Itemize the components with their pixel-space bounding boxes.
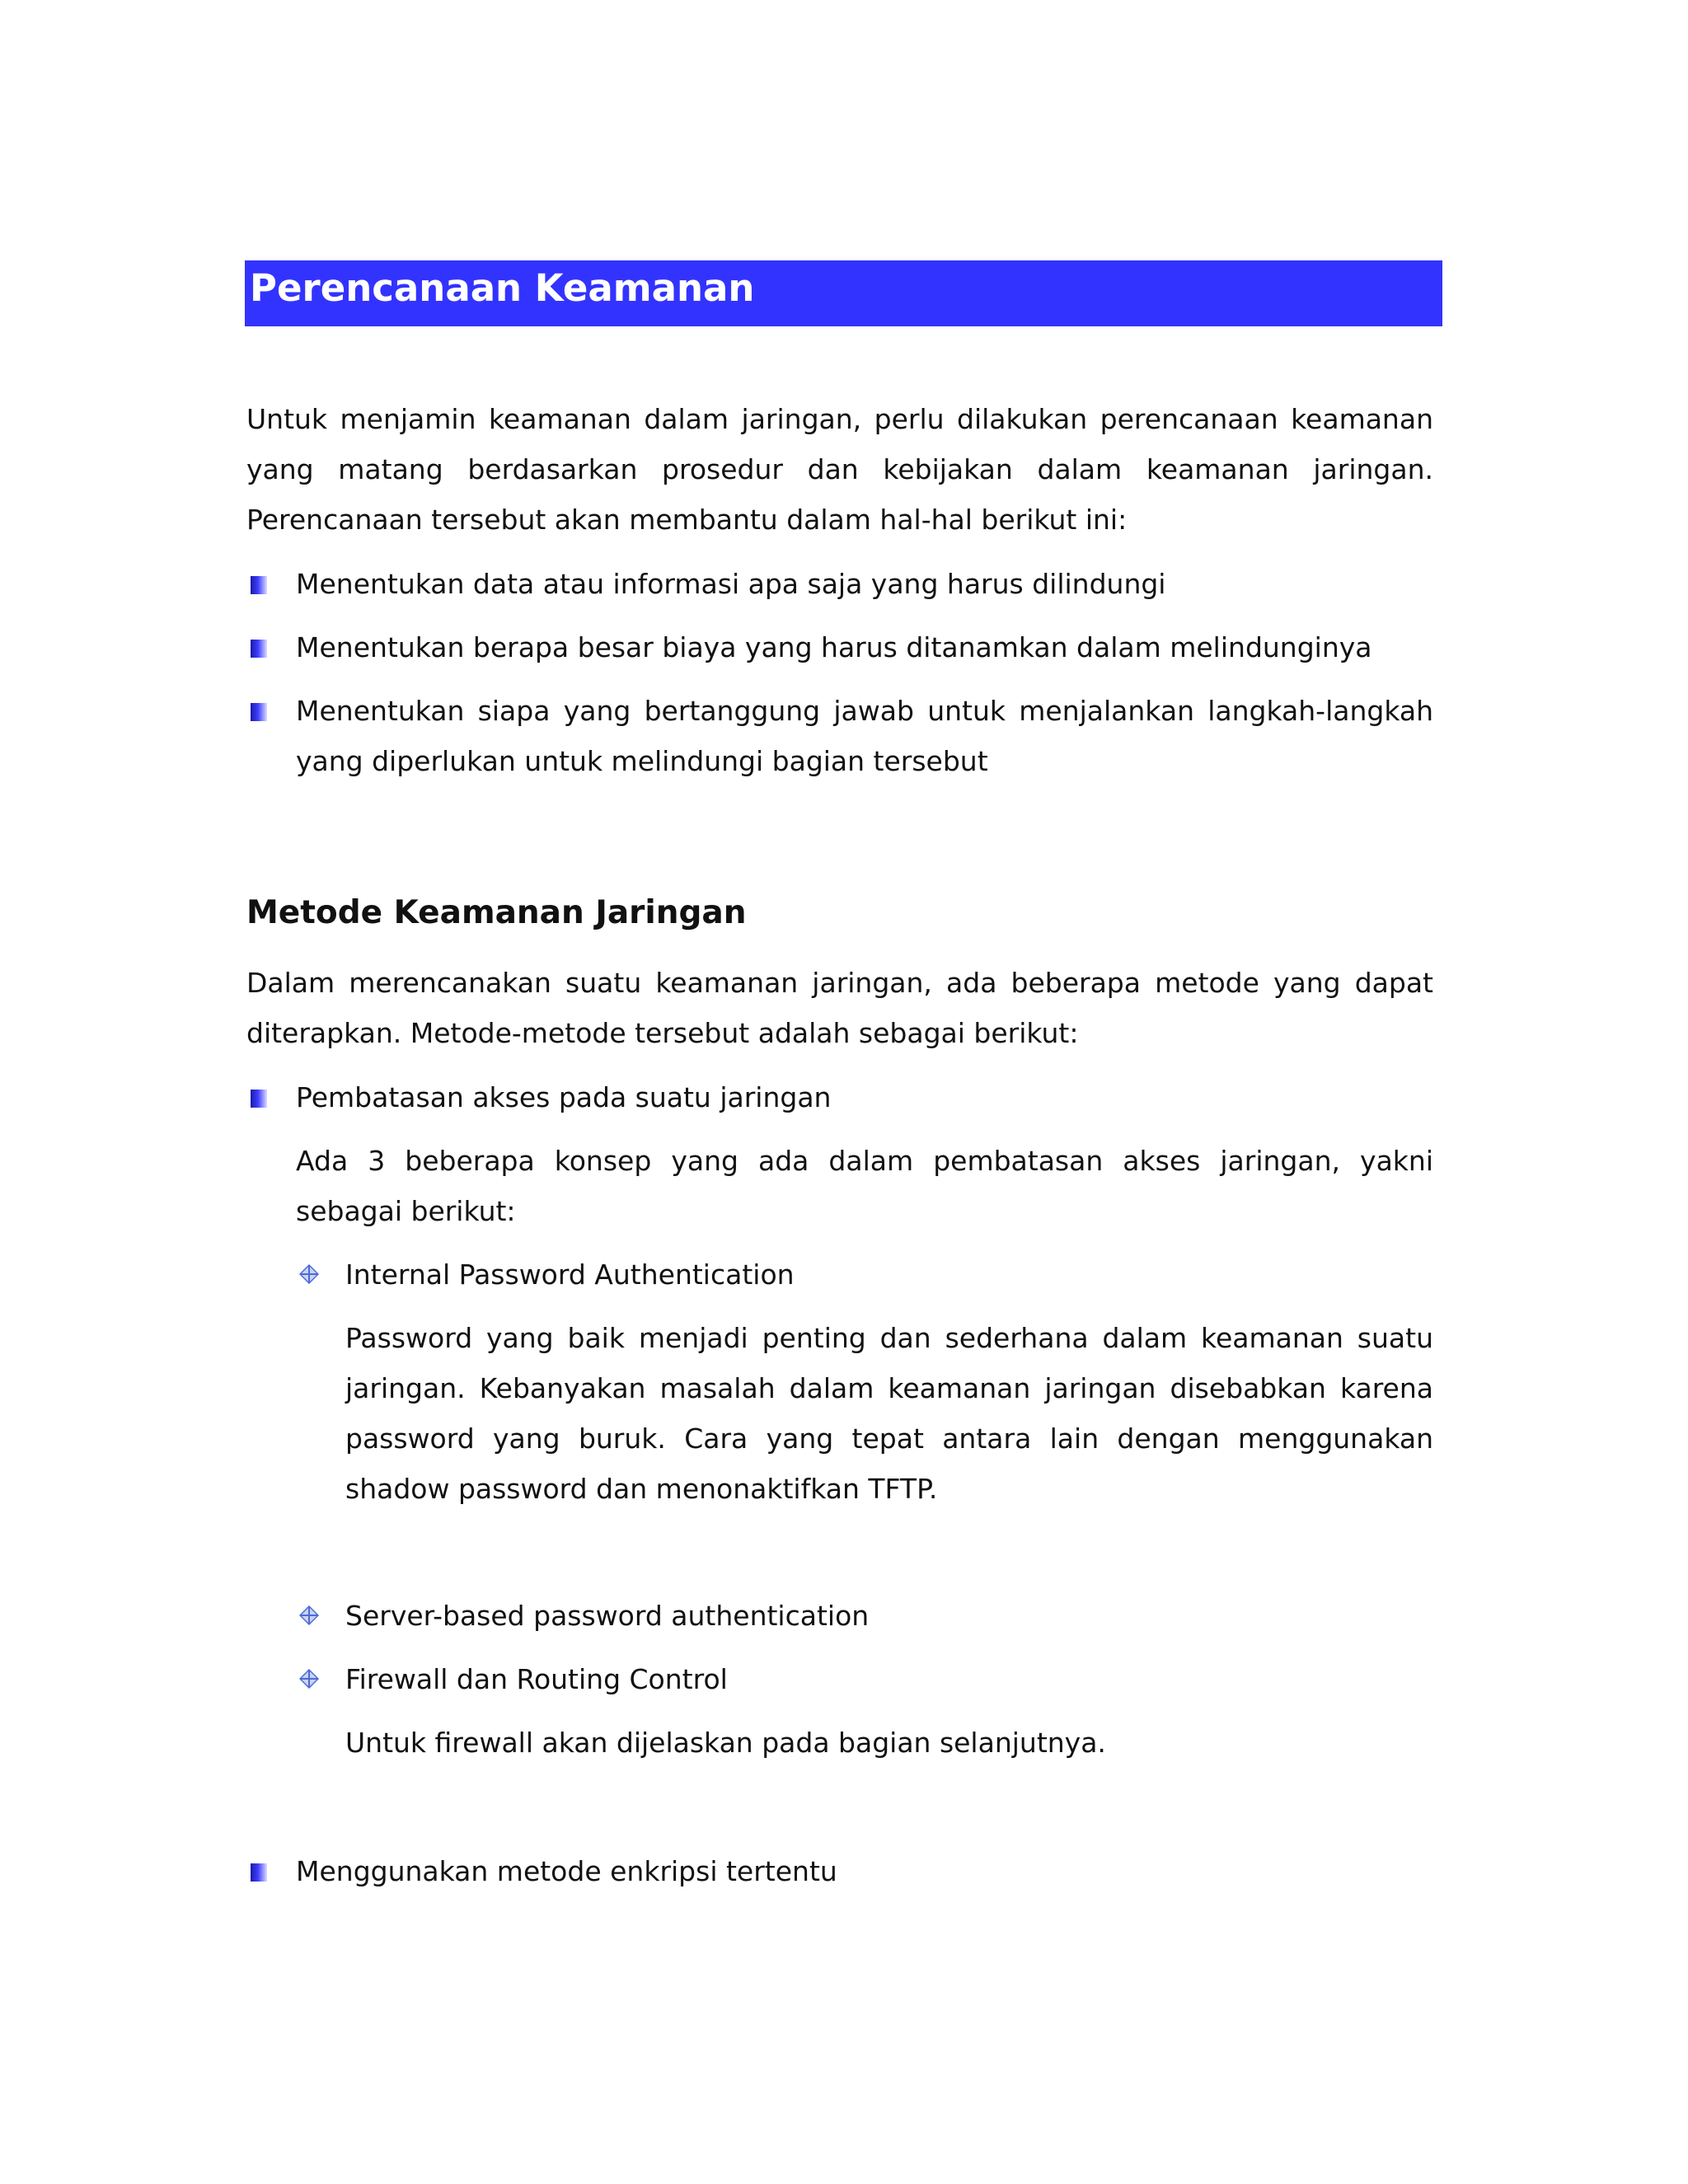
square-bullet-icon (251, 640, 267, 658)
diamond-bullet-icon (299, 1605, 319, 1625)
concept-label: Server-based password authentication (345, 1600, 870, 1632)
method-label: Pembatasan akses pada suatu jaringan (296, 1081, 832, 1113)
list-item: Menentukan data atau informasi apa saja yang harus dilindungi (296, 568, 1166, 600)
diamond-bullet-icon (299, 1669, 319, 1689)
square-bullet-icon (251, 576, 267, 594)
section-title-banner (245, 260, 1442, 326)
intro-paragraph: Untuk menjamin keamanan dalam jaringan, perlu dilakukan perencanaan keamanan yang matang berdasarkan prosedur dan kebijakan dalam keamanan jaringan. Perencanaan tersebut akan membantu dalam hal-hal berikut ini: (246, 403, 1433, 536)
section-title: Perencanaan Keamanan (250, 266, 755, 310)
list-item: Menentukan berapa besar biaya yang harus ditanamkan dalam melindunginya (296, 631, 1372, 663)
list-item: Menentukan siapa yang bertanggung jawab untuk menjalankan langkah-langkah yang diperlukan untuk melindungi bagian tersebut (296, 695, 1433, 777)
square-bullet-icon (251, 1863, 267, 1882)
concept-description: Untuk firewall akan dijelaskan pada bagian selanjutnya. (345, 1727, 1106, 1759)
section-heading: Metode Keamanan Jaringan (246, 894, 747, 931)
method-description: Ada 3 beberapa konsep yang ada dalam pembatasan akses jaringan, yakni sebagai berikut: (296, 1145, 1433, 1227)
concept-description: Password yang baik menjadi penting dan sederhana dalam keamanan suatu jaringan. Kebanyakan masalah dalam keamanan jaringan disebabkan karena password yang buruk. Cara yang tepat antara lain dengan menggunakan shadow password dan menonaktifkan TFTP. (345, 1322, 1433, 1505)
concept-label: Internal Password Authentication (345, 1258, 795, 1291)
method-label: Menggunakan metode enkripsi tertentu (296, 1855, 837, 1887)
square-bullet-icon (251, 703, 267, 721)
diamond-bullet-icon (299, 1264, 319, 1284)
section-intro-paragraph: Dalam merencanakan suatu keamanan jaringan, ada beberapa metode yang dapat diterapkan. Metode-metode tersebut adalah sebagai berikut: (246, 967, 1433, 1049)
square-bullet-icon (251, 1090, 267, 1108)
concept-label: Firewall dan Routing Control (345, 1663, 728, 1695)
